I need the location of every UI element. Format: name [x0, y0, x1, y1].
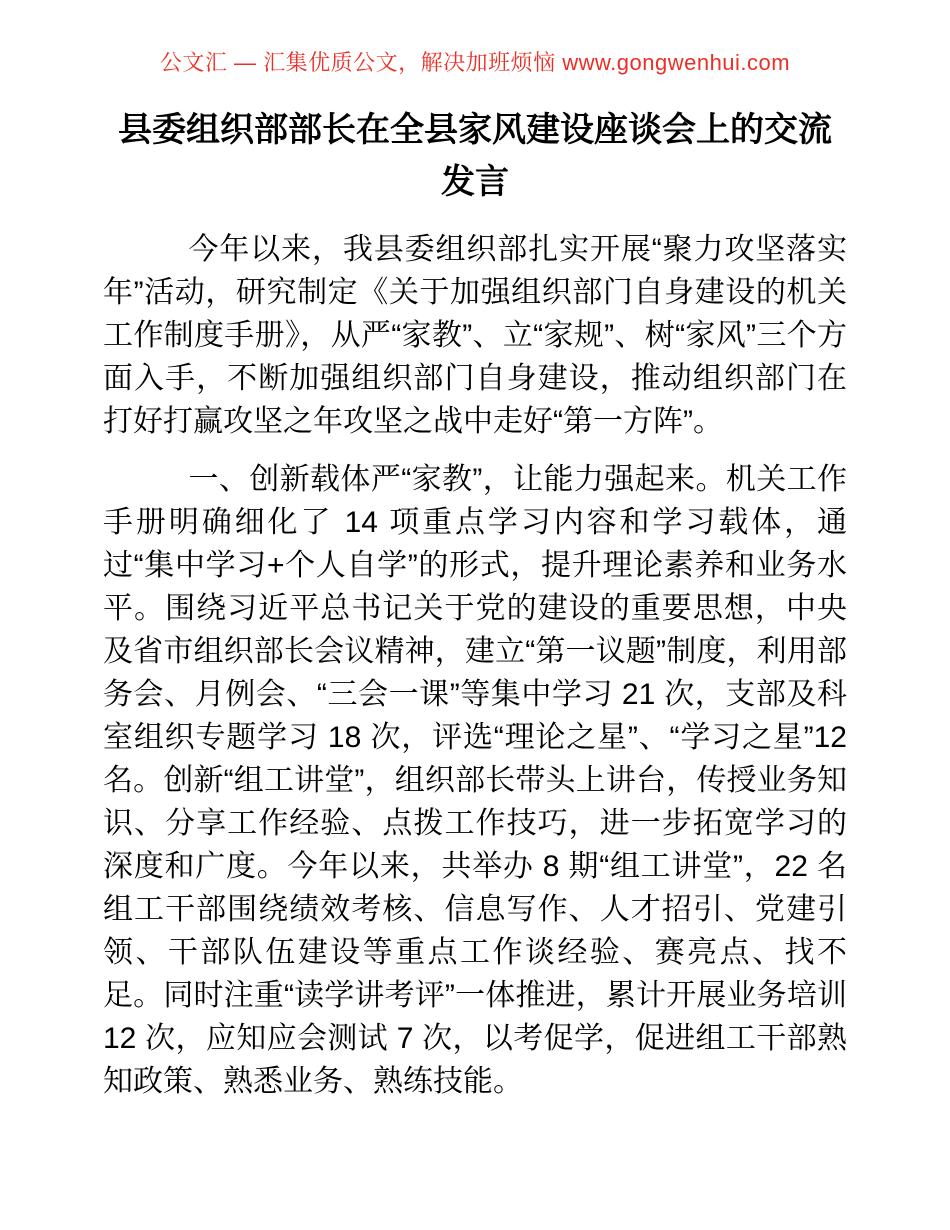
document-body: [103, 228, 847, 1103]
document-title: 县委组织部部长在全县家风建设座谈会上的交流发言: [118, 111, 832, 201]
paragraph-intro: 今年以来，我县委组织部扎实开展“聚力攻坚落实年”活动，研究制定《关于加强组织部门自身建设的机关工作制度手册》，从严“家教”、立“家规”、树“家风”三个方面入手，不断加强组织部门自身建设，推动组织部门在打好打赢攻坚之年攻坚之战中走好“第一方阵”。: [103, 233, 847, 438]
watermark-header: 公文汇 — 汇集优质公文，解决加班烦恼 www.gongwenhui.com: [159, 50, 791, 75]
paragraph-section-1: 一、创新载体严“家教”，让能力强起来。机关工作手册明确细化了 14 项重点学习内容和学习载体，通过“集中学习+个人自学”的形式，提升理论素养和业务水平。围绕习近平总书记关于党的建设的重要思想，中央及省市组织部长会议精神，建立“第一议题”制度，利用部务会、月例会、“三会一课”等集中学习 21 次，支部及科室组织专题学习 18 次，评选“理论之星”、“学习之星”12 名。创新“组工讲堂”，组织部长带头上讲台，传授业务知识、分享工作经验、点拨工作技巧，进一步拓宽学习的深度和广度。今年以来，共举办 8 期“组工讲堂”，22 名组工干部围绕绩效考核、信息写作、人才招引、党建引领、干部队伍建设等重点工作谈经验、赛亮点、找不足。同时注重“读学讲考评”一体推进，累计开展业务培训 12 次，应知应会测试 7 次，以考促学，促进组工干部熟知政策、熟悉业务、熟练技能。: [103, 463, 847, 1098]
